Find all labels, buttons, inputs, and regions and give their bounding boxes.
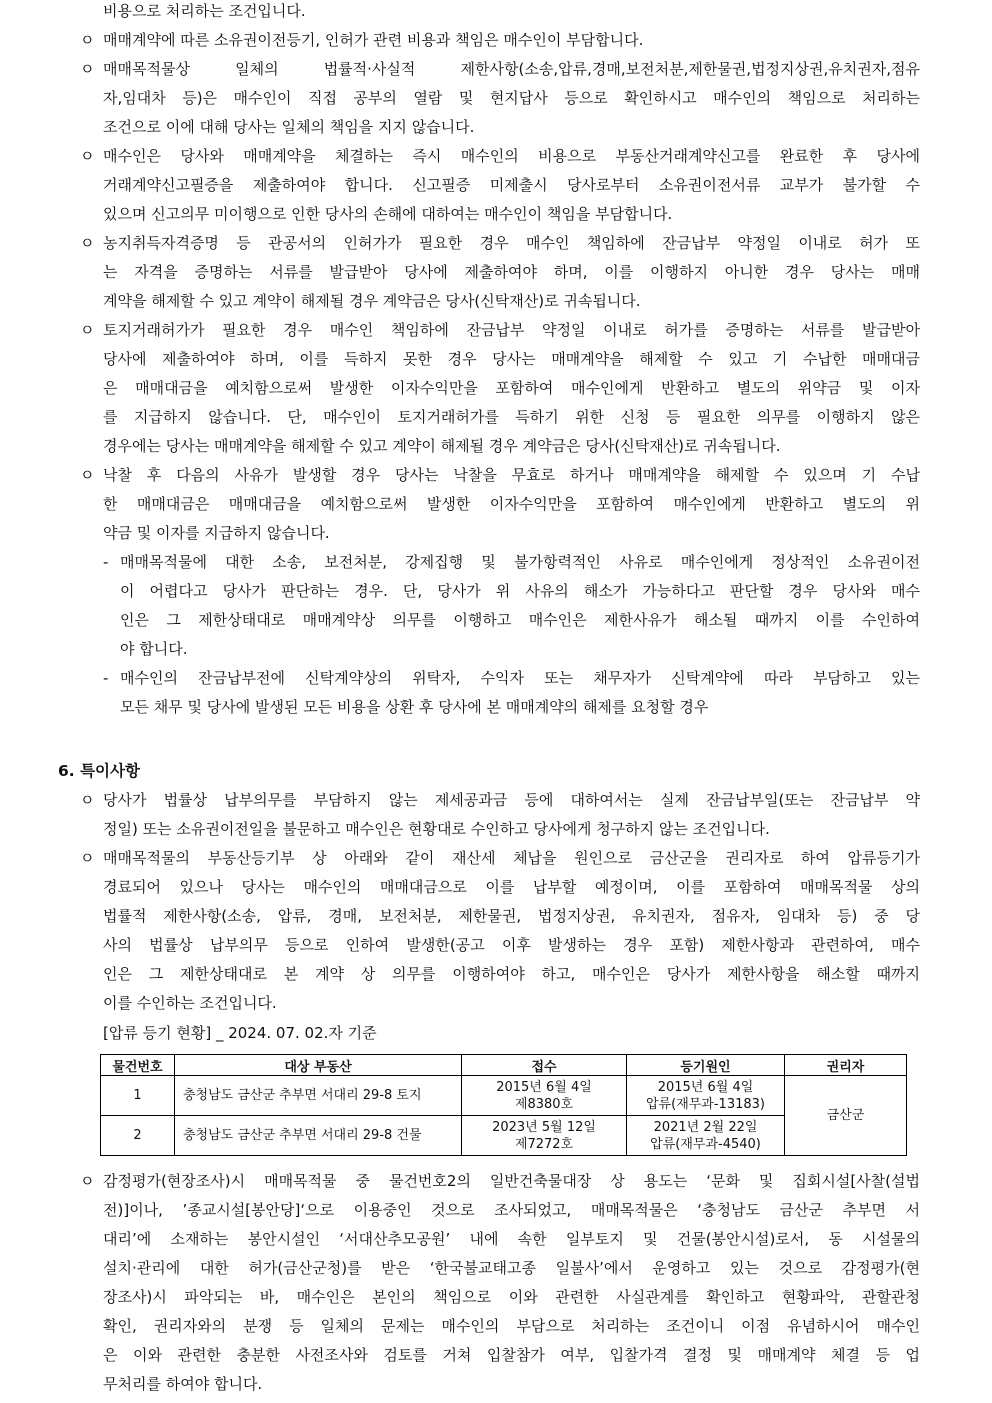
- cell-rights-holder: 금산군: [785, 1076, 907, 1156]
- cell-item-no: 1: [101, 1076, 175, 1116]
- bullet-text-line: 전)]이나, ’종교시설[봉안당]‘으로 이용중인 것으로 조사되었고, 매매목적물은 ‘충청남도 금산군 추부면 서: [103, 1201, 920, 1219]
- bullet-text-line: 은 매매대금을 예치함으로써 발생한 이자수익만을 포함하여 매수인에게 반환하고 별도의 위약금 및 이자: [103, 379, 920, 397]
- section-6-heading: 6. 특이사항: [58, 762, 140, 780]
- cause-date: 2015년 6월 4일: [657, 1079, 754, 1095]
- bullet-text-line: 한 매매대금은 매매대금을 예치함으로써 발생한 이자수익만을 포함하여 매수인에게 반환하고 별도의 위: [103, 495, 920, 513]
- bullet-icon: ㅇ: [80, 234, 95, 252]
- bullet-icon: ㅇ: [80, 31, 95, 49]
- bullet-text-line: 자,임대차 등)은 매수인이 직접 공부의 열람 및 현지답사 등으로 확인하시고 매수인의 책임으로 처리하는: [103, 89, 920, 107]
- cause-date: 2021년 2월 22일: [653, 1119, 758, 1135]
- bullet-text-line: 매수인은 당사와 매매계약을 체결하는 즉시 매수인의 비용으로 부동산거래계약신고를 완료한 후 당사에: [103, 147, 920, 165]
- bullet-icon: ㅇ: [80, 321, 95, 339]
- dash-icon: -: [103, 669, 109, 687]
- bullet-icon: ㅇ: [80, 147, 95, 165]
- bullet-text-line: 설치·관리에 대한 허가(금산군청)를 받은 ‘한국불교태고종 일불사’에서 운영하고 있는 것으로 감정평가(현: [103, 1259, 920, 1277]
- bullet-text-line: 장조사)시 파악되는 바, 매수인은 본인의 책임으로 이와 관련한 사실관계를 확인하고 현황파악, 관할관청: [103, 1288, 920, 1306]
- bullet-text-line: 매매목적물의 부동산등기부 상 아래와 같이 재산세 체납을 원인으로 금산군을 권리자로 하여 압류등기가: [103, 849, 920, 867]
- dash-text-line: 이 어렵다고 당사가 판단하는 경우. 단, 당사가 위 사유의 해소가 가능하다고 판단할 경우 당사와 매수: [120, 582, 920, 600]
- bullet-text-line: 당사가 법률상 납부의무를 부담하지 않는 제세공과금 등에 대하여서는 실제 잔금납부일(또는 잔금납부 약: [103, 791, 920, 809]
- bullet-text-line: 은 이와 관련한 충분한 사전조사와 검토를 거쳐 입찰참가 여부, 입찰가격 결정 및 매매계약 체결 등 업: [103, 1346, 920, 1364]
- bullet-text-line: 무처리를 하여야 합니다.: [103, 1375, 263, 1393]
- cell-receipt: [462, 1076, 627, 1116]
- cell-property: 충청남도 금산군 추부면 서대리 29-8 건물: [175, 1116, 462, 1156]
- bullet-text-line: 조건으로 이에 대해 당사는 일체의 책임을 지지 않습니다.: [103, 118, 475, 136]
- header-receipt: 접수: [462, 1055, 627, 1076]
- bullet-text-line: 경우에는 당사는 매매계약을 해제할 수 있고 계약이 해제될 경우 계약금은 당사(신탁재산)로 귀속됩니다.: [103, 437, 781, 455]
- dash-text-line: 매매목적물에 대한 소송, 보전처분, 강제집행 및 불가항력적인 사유로 매수인에게 정상적인 소유권이전: [120, 553, 920, 571]
- bullet-text-line: 당사에 제출하여야 하며, 이를 득하지 못한 경우 당사는 매매계약을 해제할 수 있고 기 수납한 매매대금: [103, 350, 920, 368]
- header-cause: 등기원인: [627, 1055, 785, 1076]
- bullet-text-line: 농지취득자격증명 등 관공서의 인허가가 필요한 경우 매수인 책임하에 잔금납부 약정일 이내로 허가 또: [103, 234, 920, 252]
- bullet-text-line: 확인, 권리자와의 분쟁 등 일체의 문제는 매수인의 부담으로 처리하는 조건이니 이점 유념하시어 매수인: [103, 1317, 920, 1335]
- bullet-text-line: 이를 수인하는 조건입니다.: [103, 994, 277, 1012]
- bullet-text-line: 낙찰 후 다음의 사유가 발생할 경우 당사는 낙찰을 무효로 하거나 매매계약을 해제할 수 있으며 기 수납: [103, 466, 920, 484]
- bullet-text-line: 법률적 제한사항(소송, 압류, 경매, 보전처분, 제한물권, 법정지상권, 유치권자, 점유자, 임대차 등) 중 당: [103, 907, 920, 925]
- dash-icon: -: [103, 553, 109, 571]
- bullet-icon: ㅇ: [80, 1172, 95, 1190]
- dash-text-line: 모든 채무 및 당사에 발생된 모든 비용을 상환 후 당사에 본 매매계약의 해제를 요청할 경우: [120, 698, 709, 716]
- cell-cause: [627, 1116, 785, 1156]
- bullet-text-line: 는 자격을 증명하는 서류를 발급받아 당사에 제출하여야 하며, 이를 이행하지 아니한 경우 당사는 매매: [103, 263, 920, 281]
- header-property: 대상 부동산: [175, 1055, 462, 1076]
- cause-text: 압류(재무과-13183): [646, 1096, 765, 1112]
- bullet-text-line: 거래계약신고필증을 제출하여야 합니다. 신고필증 미제출시 당사로부터 소유권이전서류 교부가 불가할 수: [103, 176, 920, 194]
- dash-text-line: 매수인의 잔금납부전에 신탁계약상의 위탁자, 수익자 또는 채무자가 신탁계약에 따라 부담하고 있는: [120, 669, 920, 687]
- bullet-icon: ㅇ: [80, 466, 95, 484]
- receipt-number: 제8380호: [514, 1096, 574, 1112]
- bullet-icon: ㅇ: [80, 849, 95, 867]
- dash-text-line: 인은 그 제한상태대로 매매계약상 의무를 이행하고 매수인은 제한사유가 해소될 때까지 이를 수인하여: [120, 611, 920, 629]
- cell-receipt: [462, 1116, 627, 1156]
- bullet-text-line: 인은 그 제한상태대로 본 계약 상 의무를 이행하여야 하고, 매수인은 당사가 제한사항을 해소할 때까지: [103, 965, 920, 983]
- cause-text: 압류(재무과-4540): [650, 1136, 761, 1152]
- cell-cause: [627, 1076, 785, 1116]
- header-item-no: 물건번호: [101, 1055, 175, 1076]
- dash-text-line: 야 합니다.: [120, 640, 188, 658]
- receipt-date: 2023년 5월 12일: [492, 1119, 596, 1135]
- bullet-text-line: 있으며 신고의무 미이행으로 인한 당사의 손해에 대하여는 매수인이 책임을 부담합니다.: [103, 205, 673, 223]
- bullet-icon: ㅇ: [80, 60, 95, 78]
- header-rights-holder: 권리자: [785, 1055, 907, 1076]
- bullet-text-line: 사의 법률상 납부의무 등으로 인하여 발생한(공고 이후 발생하는 경우 포함) 제한사항과 관련하여, 매수: [103, 936, 920, 954]
- receipt-date: 2015년 6월 4일: [496, 1079, 592, 1095]
- bullet-text-line: 정일) 또는 소유권이전일을 불문하고 매수인은 현황대로 수인하고 당사에게 청구하지 않는 조건입니다.: [103, 820, 770, 838]
- receipt-number: 제7272호: [514, 1136, 574, 1152]
- cell-property: 충청남도 금산군 추부면 서대리 29-8 토지: [175, 1076, 462, 1116]
- table-caption: [압류 등기 현황] _ 2024. 07. 02.자 기준: [103, 1024, 377, 1042]
- bullet-text-line: 대리’에 소재하는 봉안시설인 ‘서대산추모공원’ 내에 속한 일부토지 및 건물(봉안시설)로서, 동 시설물의: [103, 1230, 920, 1248]
- cell-item-no: 2: [101, 1116, 175, 1156]
- bullet-text-line: 매매계약에 따른 소유권이전등기, 인허가 관련 비용과 책임은 매수인이 부담합니다.: [103, 31, 644, 49]
- bullet-text-line: 토지거래허가가 필요한 경우 매수인 책임하에 잔금납부 약정일 이내로 허가를 증명하는 서류를 발급받아: [103, 321, 920, 339]
- bullet-text-line: 매매목적물상 일체의 법률적·사실적 제한사항(소송,압류,경매,보전처분,제한물권,법정지상권,유치권자,점유: [103, 60, 920, 78]
- table-header-row: [101, 1055, 907, 1076]
- table-row: [101, 1076, 907, 1116]
- bullet-text-line: 경료되어 있으나 당사는 매수인의 매매대금으로 이를 납부할 예정이며, 이를 포함하여 매매목적물 상의: [103, 878, 920, 896]
- seizure-registration-table: [100, 1054, 907, 1156]
- bullet-text-line: 감정평가(현장조사)시 매매목적물 중 물건번호2의 일반건축물대장 상 용도는 ‘문화 및 집회시설[사찰(설법: [103, 1172, 920, 1190]
- bullet-text-line: 계약을 해제할 수 있고 계약이 해제될 경우 계약금은 당사(신탁재산)로 귀속됩니다.: [103, 292, 641, 310]
- bullet-icon: ㅇ: [80, 791, 95, 809]
- bullet-text-line: 약금 및 이자를 지급하지 않습니다.: [103, 524, 330, 542]
- continuation-line: 비용으로 처리하는 조건입니다.: [103, 2, 306, 20]
- bullet-text-line: 를 지급하지 않습니다. 단, 매수인이 토지거래허가를 득하기 위한 신청 등 필요한 의무를 이행하지 않은: [103, 408, 920, 426]
